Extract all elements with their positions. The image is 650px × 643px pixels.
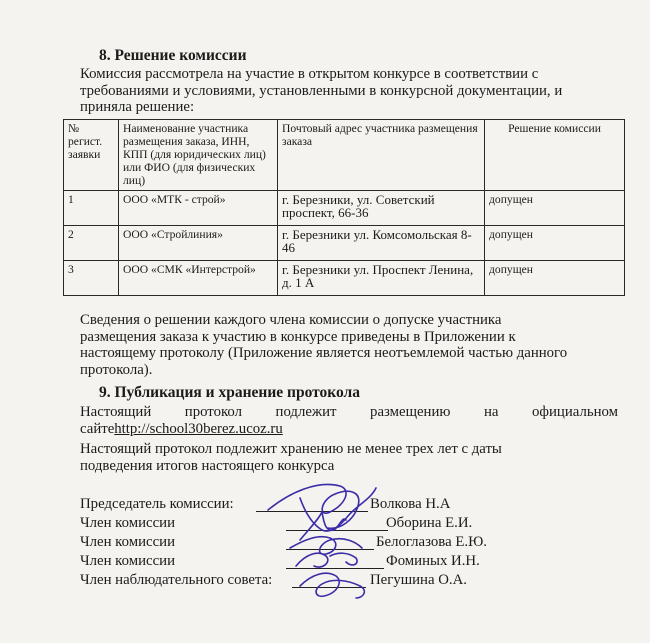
publication-line — [80, 404, 618, 421]
table-row — [64, 191, 625, 226]
table-row — [64, 226, 625, 261]
word: официальном — [532, 404, 618, 420]
header-postal-address: Почтовый адрес участника размещения заказа — [278, 120, 485, 191]
word: протокол — [184, 404, 242, 420]
cell-participant: ООО «Стройлиния» — [119, 226, 278, 261]
signature-row — [80, 572, 600, 591]
intro-line: Комиссия рассмотрела на участие в открытом конкурсе в соответствии с — [80, 66, 539, 82]
signature-row — [80, 515, 600, 534]
signature-row — [80, 534, 600, 553]
official-site-link[interactable]: http://school30berez.ucoz.ru — [114, 420, 283, 437]
signature-line — [286, 568, 384, 569]
signatory-name: Белоглазова Е.Ю. — [376, 534, 487, 550]
signature-role: Член комиссии — [80, 553, 175, 569]
cell-decision: допущен — [485, 226, 625, 261]
cell-decision: допущен — [485, 261, 625, 296]
signature-block — [80, 496, 600, 591]
cell-number: 1 — [64, 191, 119, 226]
signatory-name: Волкова Н.А — [370, 496, 451, 512]
info-line: Сведения о решении каждого члена комиссии о допуске участника — [80, 312, 502, 328]
signature-row — [80, 496, 600, 515]
cell-participant: ООО «МТК - строй» — [119, 191, 278, 226]
cell-participant: ООО «СМК «Интерстрой» — [119, 261, 278, 296]
section-8-intro — [80, 66, 618, 116]
site-prefix: сайте — [80, 420, 115, 437]
cell-decision: допущен — [485, 191, 625, 226]
header-participant-name: Наименование участника размещения заказа, ИНН, КПП (для юридических лиц) или ФИО (для физических лиц) — [119, 120, 278, 191]
cell-number: 3 — [64, 261, 119, 296]
info-line: настоящему протоколу (Приложение является неотъемлемой частью данного — [80, 345, 568, 362]
header-commission-decision: Решение комиссии — [485, 120, 625, 191]
signature-role: Член комиссии — [80, 534, 175, 550]
word: размещению — [370, 404, 451, 420]
storage-line: Настоящий протокол подлежит хранению не менее трех лет с даты — [80, 441, 502, 458]
word: подлежит — [275, 404, 337, 420]
storage-line: подведения итогов настоящего конкурса — [80, 457, 335, 474]
commission-decision-table — [63, 119, 625, 296]
signatory-name: Оборина Е.И. — [386, 515, 473, 531]
intro-line: приняла решение: — [80, 99, 195, 116]
info-line: протокола). — [80, 361, 153, 378]
signature-line — [292, 587, 366, 588]
section-9-body — [80, 404, 618, 474]
section-9-title: 9. Публикация и хранение протокола — [99, 384, 360, 401]
signature-role: Член наблюдательного совета: — [80, 572, 273, 588]
signature-row — [80, 553, 600, 572]
table-row — [64, 261, 625, 296]
cell-number: 2 — [64, 226, 119, 261]
info-line: размещения заказа к участию в конкурсе приведены в Приложении к — [80, 328, 516, 345]
signature-role: Председатель комиссии: — [80, 496, 234, 512]
header-application-number: № регист. заявки — [64, 120, 119, 191]
word: на — [483, 404, 499, 420]
table-header-row — [64, 120, 625, 191]
word: Настоящий — [80, 404, 152, 420]
signatory-name: Фоминых И.Н. — [386, 553, 480, 569]
intro-line: требованиями и условиями, установленными в конкурсной документации, и — [80, 82, 563, 99]
cell-address: г. Березники ул. Комсомольская 8-46 — [278, 226, 485, 261]
site-line — [80, 421, 618, 438]
signatory-name: Пегушина О.А. — [370, 572, 467, 588]
member-decision-info — [80, 312, 618, 378]
signature-line — [286, 530, 388, 531]
signature-role: Член комиссии — [80, 515, 175, 531]
section-8-title: 8. Решение комиссии — [99, 47, 247, 64]
cell-address: г. Березники, ул. Советский проспект, 66-36 — [278, 191, 485, 226]
signature-line — [286, 549, 374, 550]
cell-address: г. Березники ул. Проспект Ленина, д. 1 А — [278, 261, 485, 296]
signature-line — [256, 511, 368, 512]
